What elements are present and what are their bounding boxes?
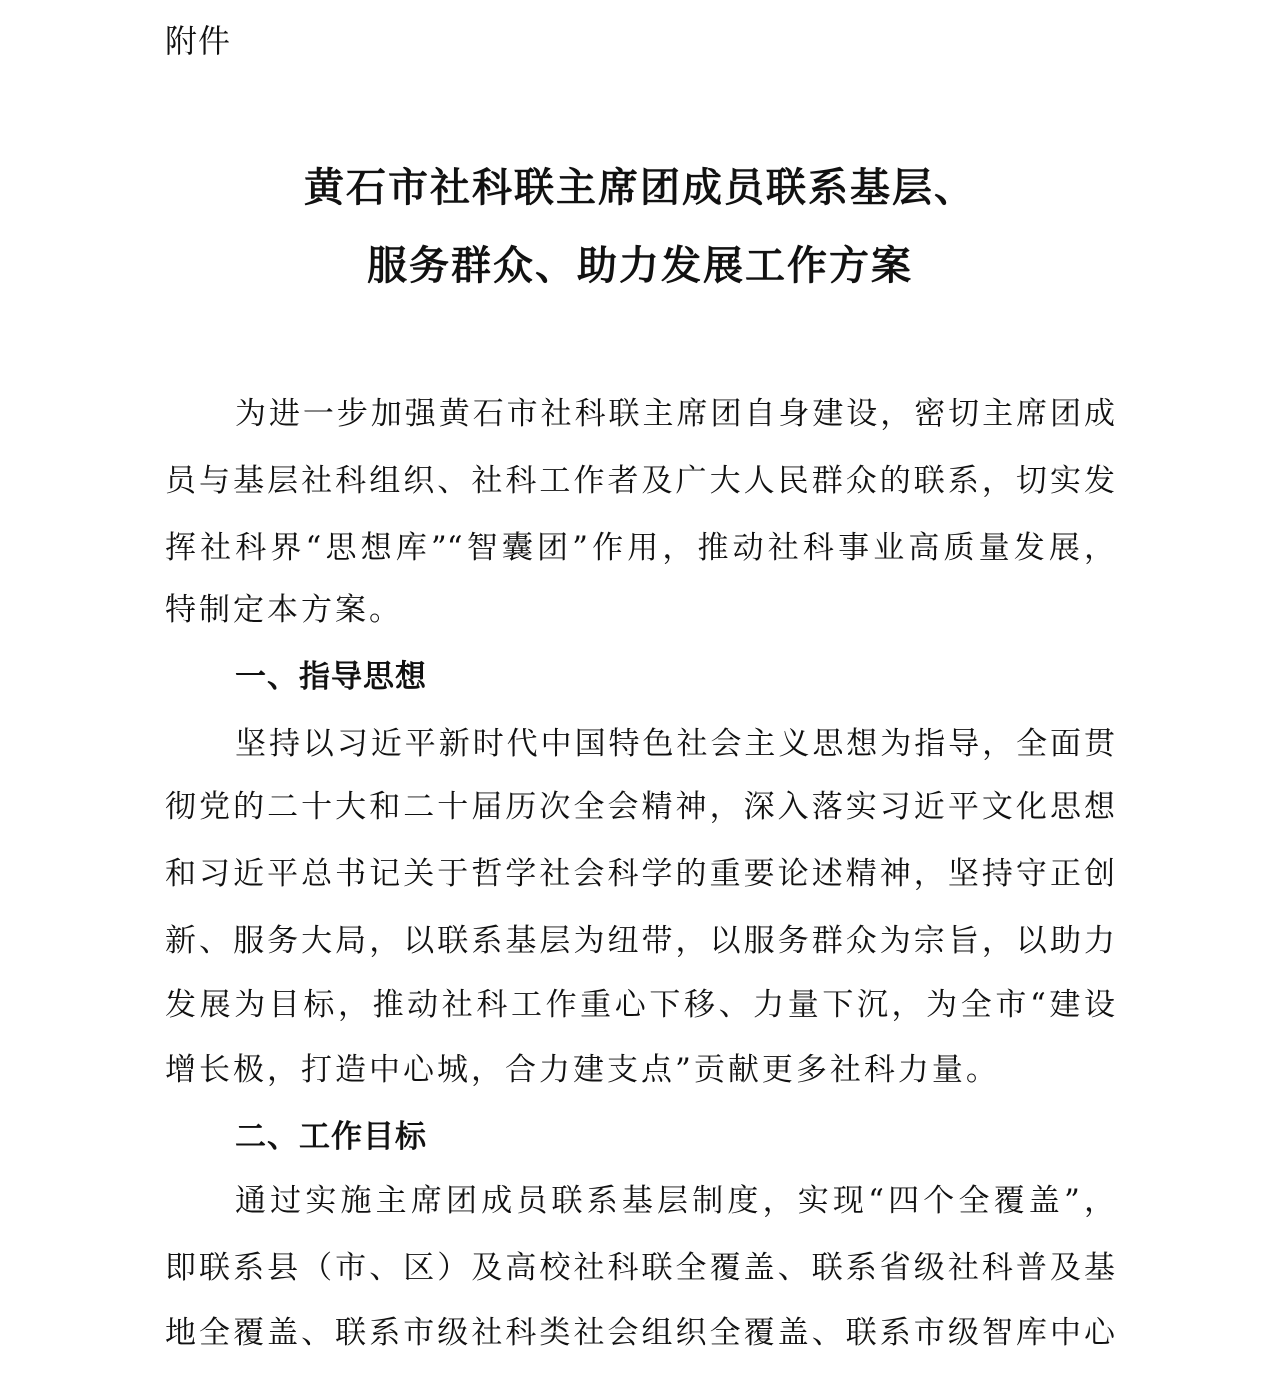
intro-line-3: 挥社科界“思想库”“智囊团”作用，推动社科事业高质量发展， xyxy=(165,530,1115,566)
section2-line-2: 即联系县（市、区）及高校社科联全覆盖、联系省级社科普及基 xyxy=(165,1250,1115,1286)
document-title-line-2: 服务群众、助力发展工作方案 xyxy=(367,242,913,289)
section1-line-3: 和习近平总书记关于哲学社会科学的重要论述精神，坚持守正创 xyxy=(165,856,1115,892)
section1-line-4: 新、服务大局，以联系基层为纽带，以服务群众为宗旨，以助力 xyxy=(165,923,1115,959)
document-title-line-1: 黄石市社科联主席团成员联系基层、 xyxy=(304,164,976,211)
section-heading-work-goals: 二、工作目标 xyxy=(235,1119,427,1155)
intro-line-4: 特制定本方案。 xyxy=(165,592,403,628)
section1-line-6: 增长极，打造中心城，合力建支点”贡献更多社科力量。 xyxy=(165,1052,1000,1088)
intro-line-2: 员与基层社科组织、社科工作者及广大人民群众的联系，切实发 xyxy=(165,463,1115,499)
intro-line-1: 为进一步加强黄石市社科联主席团自身建设，密切主席团成 xyxy=(235,396,1115,432)
section1-line-5: 发展为目标，推动社科工作重心下移、力量下沉，为全市“建设 xyxy=(165,987,1115,1023)
attachment-label: 附件 xyxy=(165,22,232,60)
section2-line-1: 通过实施主席团成员联系基层制度，实现“四个全覆盖”， xyxy=(235,1183,1115,1219)
section1-line-1: 坚持以习近平新时代中国特色社会主义思想为指导，全面贯 xyxy=(235,726,1115,762)
section2-line-3: 地全覆盖、联系市级社科类社会组织全覆盖、联系市级智库中心 xyxy=(165,1315,1115,1351)
section-heading-guiding-thought: 一、指导思想 xyxy=(235,659,427,695)
section1-line-2: 彻党的二十大和二十届历次全会精神，深入落实习近平文化思想 xyxy=(165,789,1115,825)
